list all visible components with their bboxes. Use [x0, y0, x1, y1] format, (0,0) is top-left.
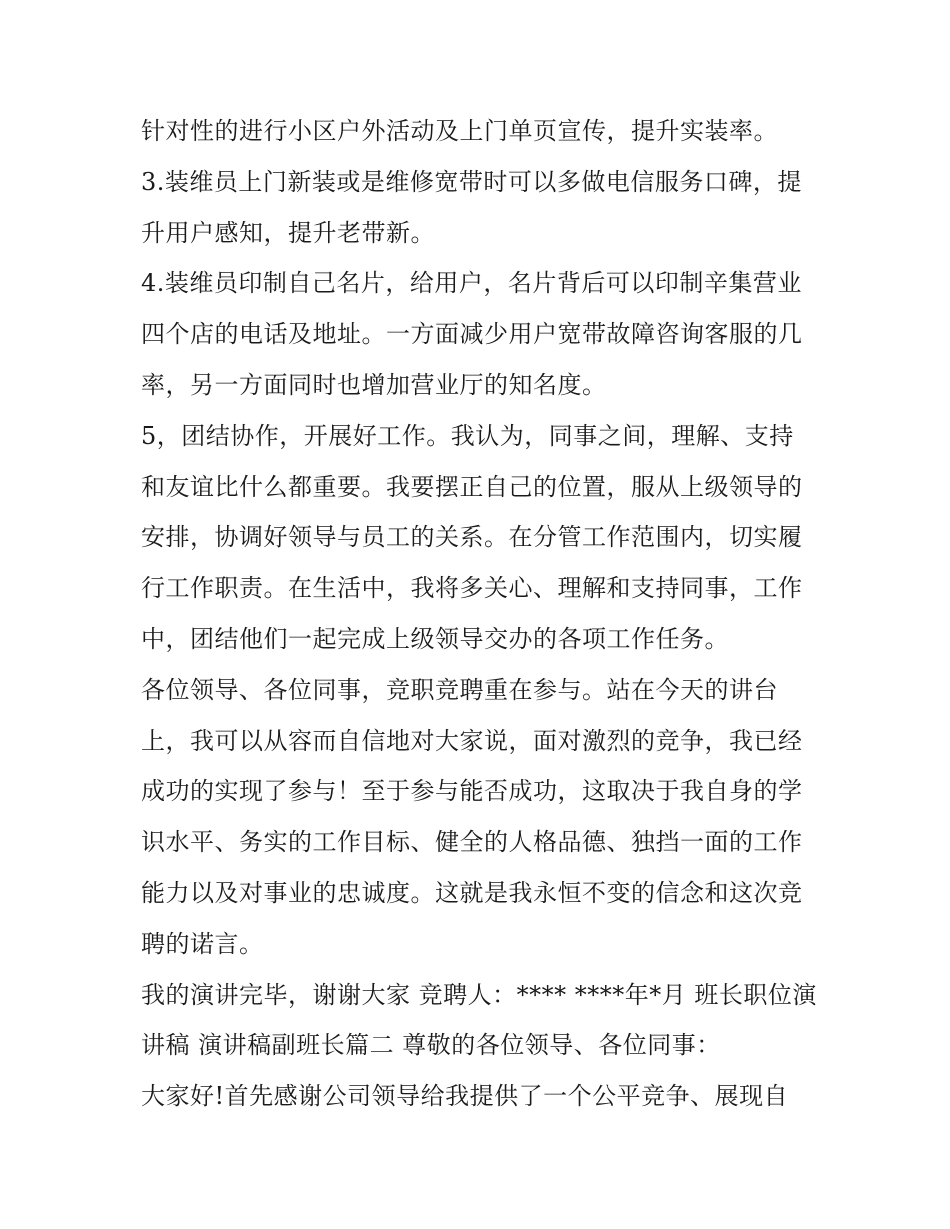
text-line: 识水平、务实的工作目标、健全的人格品德、独挡一面的工作	[141, 828, 803, 857]
text-line: 中，团结他们一起完成上级领导交办的各项工作任务。	[141, 624, 729, 653]
text-line: 4.装维员印制自己名片，给用户，名片背后可以印制辛集营业	[141, 269, 802, 298]
document-body	[141, 106, 821, 1122]
text-line: 大家好!首先感谢公司领导给我提供了一个公平竞争、展现自	[141, 1082, 789, 1111]
text-line: 聘的诺言。	[141, 929, 264, 958]
text-line: 能力以及对事业的忠诚度。这就是我永恒不变的信念和这次竞	[141, 878, 803, 907]
text-line: 升用户感知，提升老带新。	[141, 218, 435, 247]
text-line: 四个店的电话及地址。一方面减少用户宽带故障咨询客服的几	[141, 320, 803, 349]
text-line: 上，我可以从容而自信地对大家说，面对激烈的竞争，我已经	[141, 726, 803, 755]
text-line: 成功的实现了参与！至于参与能否成功，这取决于我自身的学	[141, 777, 803, 806]
text-line: 我的演讲完毕，谢谢大家 竞聘人：**** ****年*月 班长职位演	[141, 980, 817, 1009]
text-line: 行工作职责。在生活中，我将多关心、理解和支持同事，工作	[141, 574, 803, 603]
text-line: 3.装维员上门新装或是维修宽带时可以多做电信服务口碑，提	[141, 167, 802, 196]
text-line: 率，另一方面同时也增加营业厅的知名度。	[141, 370, 607, 399]
text-line: 针对性的进行小区户外活动及上门单页宣传，提升实装率。	[141, 117, 778, 145]
text-line: 和友谊比什么都重要。我要摆正自己的位置，服从上级领导的	[141, 472, 803, 501]
text-line: 讲稿 演讲稿副班长篇二 尊敬的各位领导、各位同事：	[141, 1031, 721, 1060]
text-line: 安排，协调好领导与员工的关系。在分管工作范围内，切实履	[141, 523, 803, 552]
text-line: 各位领导、各位同事，竞职竞聘重在参与。站在今天的讲台	[141, 675, 778, 704]
text-line: 5，团结协作，开展好工作。我认为，同事之间，理解、支持	[141, 421, 794, 450]
